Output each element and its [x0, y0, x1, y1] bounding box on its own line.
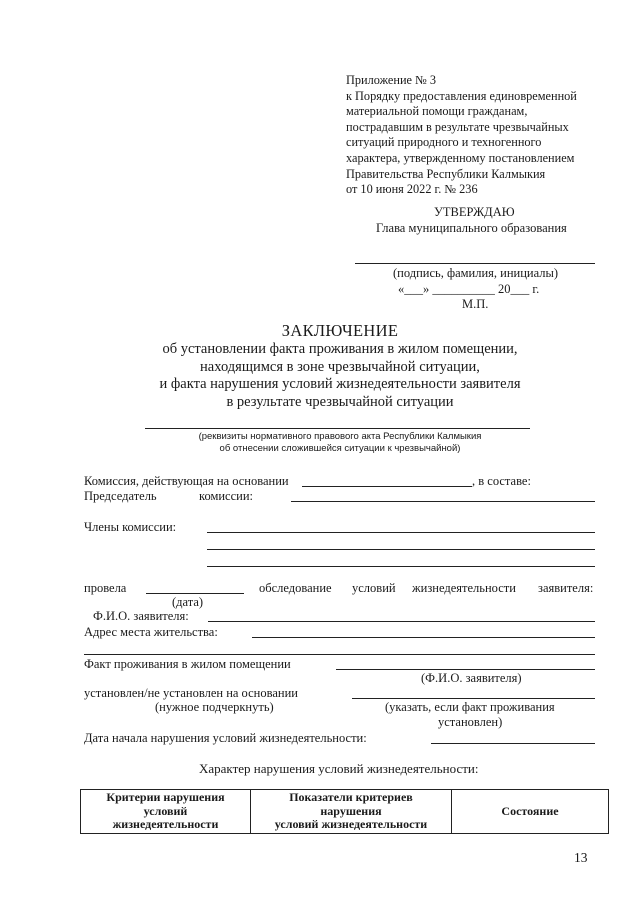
header-line: нарушения	[320, 803, 382, 818]
composition-label: , в составе:	[472, 474, 531, 488]
chair-label-1: Председатель	[84, 489, 157, 503]
established-label: установлен/не установлен на основании	[84, 686, 298, 700]
inspection-word: заявителя:	[538, 581, 594, 595]
signature-caption: (подпись, фамилия, инициалы)	[393, 266, 559, 280]
applicant-name-field	[208, 621, 595, 622]
established-basis-field	[352, 698, 595, 699]
header-line: Состояние	[501, 803, 559, 818]
requisites-caption-line: (реквизиты нормативного правового акта Республики Калмыкия	[198, 431, 482, 442]
approve-heading: УТВЕРЖДАЮ	[434, 205, 515, 219]
applicant-name-label: Ф.И.О. заявителя:	[93, 609, 189, 623]
appendix-line: материальной помощи гражданам,	[346, 104, 528, 119]
appendix-block	[346, 73, 616, 198]
address-field	[84, 654, 595, 655]
header-line: Показатели критериев	[289, 790, 413, 804]
table-header-cell	[452, 790, 609, 834]
chair-label-2: комиссии:	[199, 489, 253, 503]
date-caption: (дата)	[172, 595, 204, 609]
appendix-line: от 10 июня 2022 г. № 236	[346, 182, 478, 197]
appendix-line: пострадавшим в результате чрезвычайных	[346, 119, 569, 134]
stamp-label: М.П.	[462, 297, 489, 311]
requisites-caption-line: об отнесении сложившейся ситуации к чрезвычайной)	[219, 443, 461, 454]
inspection-word: жизнедеятельности	[412, 581, 516, 595]
if-established-caption: (указать, если факт проживания	[385, 700, 555, 714]
appendix-line: характера, утвержденному постановлением	[346, 150, 575, 165]
header-line: условий жизнедеятельности	[274, 817, 428, 831]
inspection-word: условий	[352, 581, 396, 595]
table-header-row	[81, 790, 609, 834]
criteria-table	[80, 789, 609, 834]
character-heading: Характер нарушения условий жизнедеятельности:	[199, 761, 479, 776]
document-title-block	[80, 321, 600, 411]
inspection-word: обследование	[259, 581, 332, 595]
page-title: ЗАКЛЮЧЕНИЕ	[281, 321, 399, 340]
appendix-line: Правительства Республики Калмыкия	[346, 166, 546, 181]
requisites-line	[145, 428, 530, 429]
basis-field	[302, 486, 472, 487]
page-number: 13	[574, 850, 588, 865]
appendix-line: к Порядку предоставления единовременной	[346, 88, 577, 103]
violation-start-label: Дата начала нарушения условий жизнедеятельности:	[84, 731, 367, 745]
if-established-caption: установлен)	[438, 715, 503, 729]
chair-field	[291, 501, 595, 502]
requisites-caption	[150, 431, 530, 455]
residence-applicant-field	[336, 669, 595, 670]
commission-basis-label: Комиссия, действующая на основании	[84, 474, 289, 488]
header-line: условий	[143, 803, 188, 818]
members-field	[207, 532, 595, 533]
applicant-caption: (Ф.И.О. заявителя)	[421, 671, 522, 685]
conducted-label: провела	[84, 581, 127, 595]
approve-date: «___» __________ 20___ г.	[398, 282, 540, 296]
members-field	[207, 549, 595, 550]
appendix-line: ситуаций природного и техногенного	[346, 135, 542, 150]
subtitle-line: и факта нарушения условий жизнедеятельности заявителя	[159, 376, 521, 392]
members-field	[207, 566, 595, 567]
subtitle-line: в результате чрезвычайной ситуации	[226, 393, 454, 410]
title-subtitle	[80, 341, 600, 411]
header-line: Критерии нарушения	[106, 790, 225, 804]
header-line: жизнедеятельности	[112, 817, 219, 831]
subtitle-line: находящимся в зоне чрезвычайной ситуации,	[200, 358, 480, 375]
members-label: Члены комиссии:	[84, 520, 177, 534]
address-label: Адрес места жительства:	[84, 625, 218, 639]
approve-position: Глава муниципального образования	[376, 221, 567, 235]
violation-start-field	[431, 743, 595, 744]
subtitle-line: об установлении факта проживания в жилом помещении,	[162, 341, 518, 357]
underline-caption: (нужное подчеркнуть)	[155, 700, 274, 714]
residence-fact-label: Факт проживания в жилом помещении	[84, 657, 291, 671]
appendix-line: Приложение № 3	[346, 73, 437, 87]
address-field	[252, 637, 595, 638]
date-field	[146, 593, 244, 594]
table-header-cell	[251, 790, 452, 834]
signature-line	[355, 263, 595, 264]
table-header-cell	[81, 790, 251, 834]
